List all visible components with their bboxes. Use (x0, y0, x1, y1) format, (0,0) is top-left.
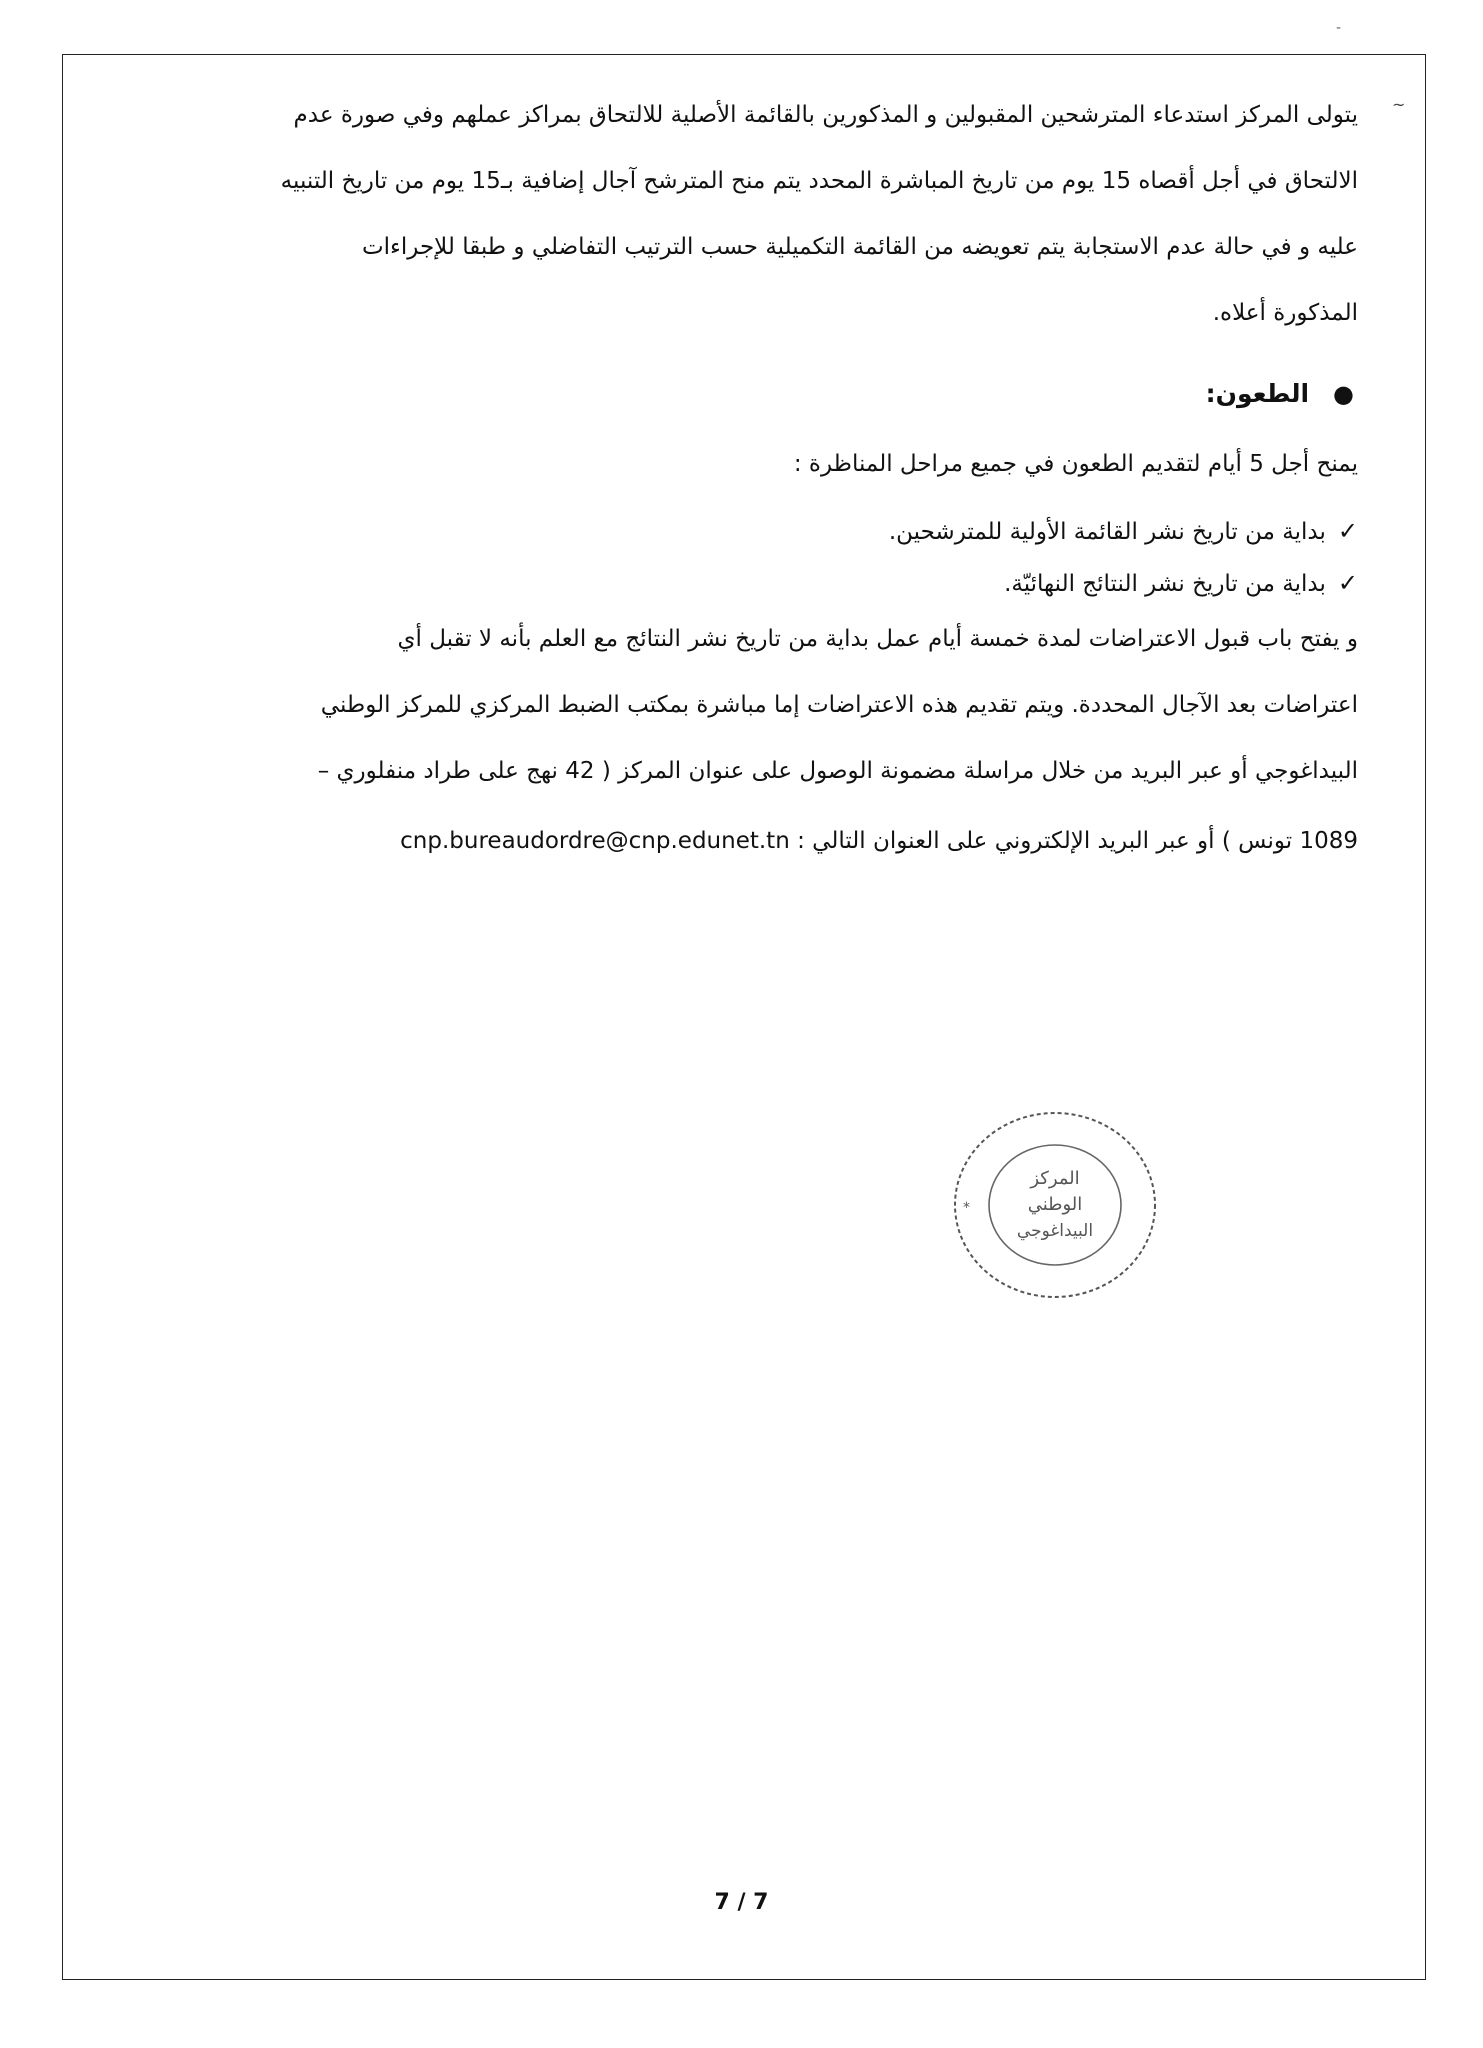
stamp-line: المركز (1030, 1168, 1080, 1189)
paragraph-line: الالتحاق في أجل أقصاه 15 يوم من تاريخ المباشرة المحدد يتم منح المترشح آجال إضافية بـ15 يوم من تاريخ التنبيه (280, 168, 1358, 194)
paragraph-line: اعتراضات بعد الآجال المحددة. ويتم تقديم هذه الاعتراضات إما مباشرة بمكتب الضبط المركزي للمركز الوطني (320, 692, 1358, 718)
corner-mark: - (1336, 20, 1342, 36)
svg-text:*: * (963, 1200, 970, 1216)
paragraph-line: يتولى المركز استدعاء المترشحين المقبولين و المذكورين بالقائمة الأصلية للالتحاق بمراكز عملهم وفي صورة عدم (293, 102, 1358, 128)
paragraph-line: و يفتح باب قبول الاعتراضات لمدة خمسة أيام عمل بداية من تاريخ نشر النتائج مع العلم بأنه لا تقبل أي (397, 626, 1358, 652)
list-item-label: بداية من تاريخ نشر النتائج النهائيّة. (1004, 571, 1326, 597)
section-heading-appeals (106, 364, 1358, 434)
margin-mark: ~ (1392, 95, 1406, 114)
checkmark-icon: ✓ (1337, 569, 1358, 597)
stamp-line: الوطني (1027, 1194, 1083, 1215)
list-item (106, 506, 1358, 558)
list-item (106, 558, 1358, 610)
appeals-intro: يمنح أجل 5 أيام لتقديم الطعون في جميع مراحل المناظرة : (793, 451, 1358, 477)
official-stamp (945, 1100, 1165, 1310)
heading-label: الطعون: (1205, 379, 1310, 408)
paragraph-line: المذكورة أعلاه. (1212, 300, 1358, 326)
stamp-line: البيداغوجي (1016, 1221, 1094, 1241)
page-number: 7 / 7 (714, 1890, 769, 1915)
email-link[interactable]: cnp.bureaudordre@cnp.edunet.tn (400, 828, 790, 854)
contact-text: 1089 تونس ) أو عبر البريد الإلكتروني على العنوان التالي : (797, 828, 1358, 854)
bullet-icon: ● (1333, 380, 1354, 408)
paragraph-line-contact (106, 812, 1358, 878)
document-body (106, 86, 1358, 878)
paragraph-line: البيداغوجي أو عبر البريد من خلال مراسلة مضمونة الوصول على عنوان المركز ( 42 نهج على طراد منفلوري – (317, 758, 1358, 784)
list-item-label: بداية من تاريخ نشر القائمة الأولية للمترشحين. (888, 519, 1326, 545)
checkmark-icon: ✓ (1337, 517, 1358, 545)
paragraph-line: عليه و في حالة عدم الاستجابة يتم تعويضه من القائمة التكميلية حسب الترتيب التفاضلي و طبقا للإجراءات (362, 234, 1358, 260)
